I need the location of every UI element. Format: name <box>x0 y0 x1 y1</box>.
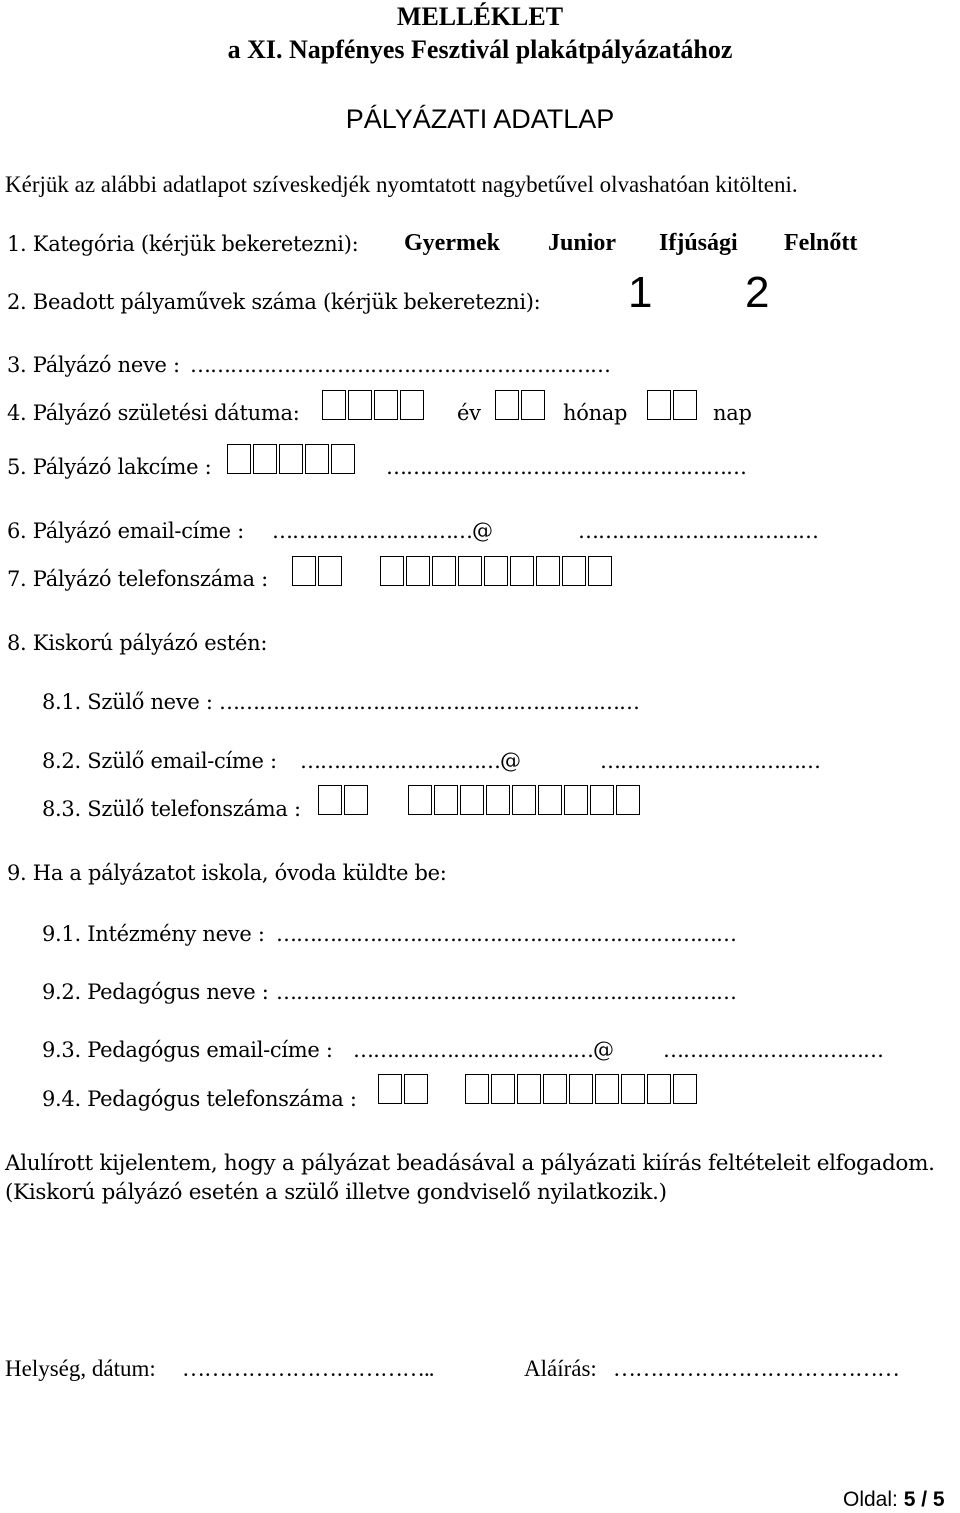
digit-box[interactable] <box>227 444 251 474</box>
digit-box[interactable] <box>434 785 458 815</box>
address-label: 5. Pályázó lakcíme : <box>7 455 212 479</box>
digit-box[interactable] <box>465 1074 489 1104</box>
digit-box[interactable] <box>322 390 346 420</box>
applicant-phone-number-boxes[interactable] <box>380 556 614 586</box>
page-current: 5 <box>903 1488 916 1511</box>
parent-phone-area-boxes[interactable] <box>318 785 370 815</box>
teacher-email-user-field[interactable]: ………………………………@ <box>353 1038 613 1062</box>
digit-box[interactable] <box>517 1074 541 1104</box>
applicant-phone-label: 7. Pályázó telefonszáma : <box>7 567 268 591</box>
digit-box[interactable] <box>569 1074 593 1104</box>
instruction-text: Kérjük az alábbi adatlapot szíveskedjék nyomtatott nagybetűvel olvashatóan kitölteni. <box>5 172 798 197</box>
applicant-name-label: 3. Pályázó neve : <box>7 353 180 377</box>
category-option-ifjusagi[interactable]: Ifjúsági <box>659 230 738 256</box>
page-total: 5 <box>932 1488 945 1511</box>
category-option-gyermek[interactable]: Gyermek <box>404 230 500 256</box>
digit-box[interactable] <box>616 785 640 815</box>
form-title: PÁLYÁZATI ADATLAP <box>345 104 615 134</box>
category-label: 1. Kategória (kérjük bekeretezni): <box>7 232 359 256</box>
digit-box[interactable] <box>374 390 398 420</box>
signature-label: Aláírás: <box>524 1356 597 1381</box>
digit-box[interactable] <box>484 556 508 586</box>
applicant-phone-area-boxes[interactable] <box>292 556 344 586</box>
declaration-line-1: Alulírott kijelentem, hogy a pályázat beadásával a pályázati kiírás feltételeit elfogadom. <box>5 1151 935 1176</box>
parent-email-user-field[interactable]: …………………………@ <box>300 749 520 773</box>
digit-box[interactable] <box>318 785 342 815</box>
title-line-1: MELLÉKLET <box>396 2 564 31</box>
parent-email-domain-field[interactable]: …………………………… <box>600 749 820 773</box>
digit-box[interactable] <box>292 556 316 586</box>
digit-box[interactable] <box>621 1074 645 1104</box>
parent-name-label: 8.1. Szülő neve : <box>42 690 213 714</box>
digit-box[interactable] <box>562 556 586 586</box>
digit-box[interactable] <box>458 556 482 586</box>
digit-box[interactable] <box>486 785 510 815</box>
birth-month-boxes[interactable] <box>495 390 547 420</box>
institution-section-label: 9. Ha a pályázatot iskola, óvoda küldte be: <box>7 861 447 885</box>
teacher-name-label: 9.2. Pedagógus neve : <box>42 980 269 1004</box>
digit-box[interactable] <box>432 556 456 586</box>
postal-code-boxes[interactable] <box>227 444 357 474</box>
declaration-line-2: (Kiskorú pályázó esetén a szülő illetve gondviselő nyilatkozik.) <box>5 1180 667 1205</box>
digit-box[interactable] <box>305 444 329 474</box>
applicant-name-field[interactable]: ……………………………………………………… <box>190 353 610 377</box>
teacher-phone-area-boxes[interactable] <box>378 1074 430 1104</box>
digit-box[interactable] <box>647 390 671 420</box>
title-line-2: a XI. Napfényes Fesztivál plakátpályázatához <box>227 35 733 64</box>
digit-box[interactable] <box>543 1074 567 1104</box>
applicant-email-domain-field[interactable]: ……………………………… <box>578 519 818 543</box>
digit-box[interactable] <box>253 444 277 474</box>
category-option-junior[interactable]: Junior <box>548 230 617 256</box>
birth-year-boxes[interactable] <box>322 390 426 420</box>
digit-box[interactable] <box>400 390 424 420</box>
digit-box[interactable] <box>380 556 404 586</box>
digit-box[interactable] <box>673 1074 697 1104</box>
parent-email-label: 8.2. Szülő email-címe : <box>42 749 277 773</box>
digit-box[interactable] <box>536 556 560 586</box>
digit-box[interactable] <box>588 556 612 586</box>
institution-name-field[interactable]: …………………………………………………………… <box>276 922 736 946</box>
birth-month-unit: hónap <box>563 401 628 425</box>
digit-box[interactable] <box>510 556 534 586</box>
digit-box[interactable] <box>673 390 697 420</box>
works-count-option-1[interactable]: 1 <box>628 268 653 317</box>
digit-box[interactable] <box>408 785 432 815</box>
birth-day-boxes[interactable] <box>647 390 699 420</box>
parent-phone-label: 8.3. Szülő telefonszáma : <box>42 797 301 821</box>
teacher-name-field[interactable]: …………………………………………………………… <box>276 980 736 1004</box>
birth-year-unit: év <box>457 401 481 425</box>
category-option-felnott[interactable]: Felnőtt <box>784 230 858 256</box>
address-field[interactable]: ……………………………………………… <box>386 455 746 479</box>
digit-box[interactable] <box>378 1074 402 1104</box>
digit-box[interactable] <box>348 390 372 420</box>
place-date-field[interactable]: …………………………….. <box>182 1356 434 1381</box>
parent-name-field[interactable]: ……………………………………………………… <box>219 690 639 714</box>
digit-box[interactable] <box>406 556 430 586</box>
works-count-option-2[interactable]: 2 <box>745 268 770 317</box>
digit-box[interactable] <box>564 785 588 815</box>
digit-box[interactable] <box>404 1074 428 1104</box>
digit-box[interactable] <box>538 785 562 815</box>
institution-name-label: 9.1. Intézmény neve : <box>42 922 265 946</box>
digit-box[interactable] <box>344 785 368 815</box>
works-count-label: 2. Beadott pályaművek száma (kérjük bekeretezni): <box>7 290 541 314</box>
applicant-email-label: 6. Pályázó email-címe : <box>7 519 244 543</box>
digit-box[interactable] <box>331 444 355 474</box>
teacher-phone-label: 9.4. Pedagógus telefonszáma : <box>42 1087 357 1111</box>
digit-box[interactable] <box>590 785 614 815</box>
teacher-phone-number-boxes[interactable] <box>465 1074 699 1104</box>
digit-box[interactable] <box>595 1074 619 1104</box>
digit-box[interactable] <box>512 785 536 815</box>
parent-phone-number-boxes[interactable] <box>408 785 642 815</box>
birth-day-unit: nap <box>713 401 752 425</box>
page-number <box>843 1488 945 1512</box>
signature-field[interactable]: ………………………………… <box>613 1356 899 1381</box>
digit-box[interactable] <box>521 390 545 420</box>
applicant-email-user-field[interactable]: …………………………@ <box>272 519 492 543</box>
minor-section-label: 8. Kiskorú pályázó estén: <box>7 631 268 655</box>
teacher-email-domain-field[interactable]: …………………………… <box>663 1038 883 1062</box>
digit-box[interactable] <box>279 444 303 474</box>
digit-box[interactable] <box>647 1074 671 1104</box>
digit-box[interactable] <box>491 1074 515 1104</box>
teacher-email-label: 9.3. Pedagógus email-címe : <box>42 1038 333 1062</box>
digit-box[interactable] <box>460 785 484 815</box>
page-label: Oldal: <box>843 1488 898 1511</box>
page-separator: / <box>921 1488 928 1511</box>
place-date-label: Helység, dátum: <box>5 1356 156 1381</box>
birth-date-label: 4. Pályázó születési dátuma: <box>7 401 300 425</box>
digit-box[interactable] <box>318 556 342 586</box>
digit-box[interactable] <box>495 390 519 420</box>
